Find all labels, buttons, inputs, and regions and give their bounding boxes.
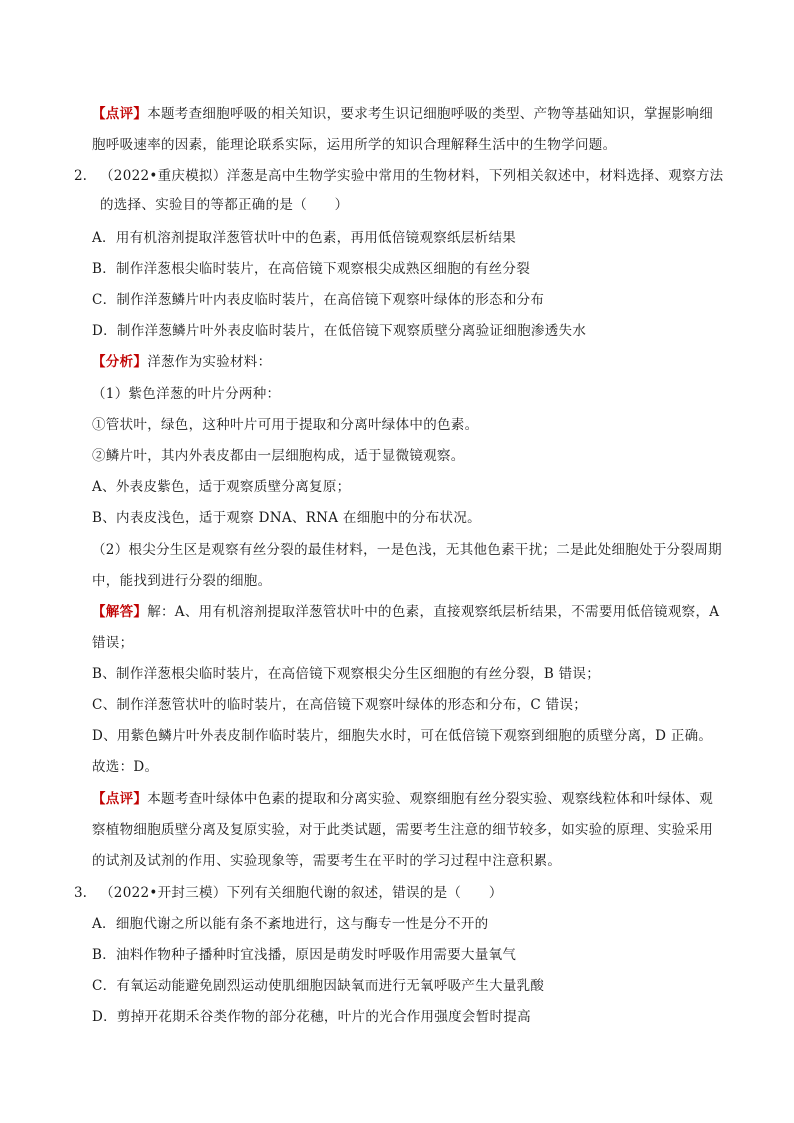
- option-b: B．油料作物种子播种时宜浅播，原因是萌发时呼吸作用需要大量氧气: [92, 947, 517, 963]
- answer-line: C、制作洋葱管状叶的临时装片，在高倍镜下观察叶绿体的形态和分布，C 错误；: [92, 697, 588, 713]
- answer-line: B、制作洋葱根尖临时装片，在高倍镜下观察根尖分生区细胞的有丝分裂，B 错误；: [92, 666, 601, 682]
- analysis-intro: 洋葱作为实验材料：: [147, 354, 272, 370]
- option-d: D．制作洋葱鳞片叶外表皮临时装片，在低倍镜下观察质壁分离验证细胞渗透失水: [92, 323, 587, 339]
- answer-heading: [92, 603, 719, 621]
- option-c: C．制作洋葱鳞片叶内表皮临时装片，在高倍镜下观察叶绿体的形态和分布: [92, 292, 545, 308]
- analysis-line: （1）紫色洋葱的叶片分两种：: [92, 386, 281, 402]
- q1-comment-line2: 胞呼吸速率的因素，能理论联系实际，运用所学的知识合理解释生活中的生物学问题。: [92, 137, 617, 153]
- option-c: C．有氧运动能避免剧烈运动使肌细胞因缺氧而进行无氧呼吸产生大量乳酸: [92, 978, 545, 994]
- comment-line: 的试剂及试剂的作用、实验现象等，需要考生在平时的学习过程中注意积累。: [92, 853, 562, 869]
- analysis-line: B、内表皮浅色，适于观察 DNA、RNA 在细胞中的分布状况。: [92, 510, 481, 526]
- answer-tag: 【解答】: [92, 604, 148, 620]
- analysis-heading: [92, 353, 271, 371]
- question-stem-line2: 的选择、实验目的等都正确的是（ ）: [100, 197, 349, 213]
- question-number: 2.: [74, 168, 87, 184]
- analysis-tag: 【分析】: [92, 354, 148, 370]
- comment-tag: 【点评】: [92, 106, 148, 122]
- q1-comment-line1: [92, 105, 713, 123]
- answer-line: 错误；: [92, 635, 134, 651]
- option-d: D．剪掉开花期禾谷类作物的部分花穗，叶片的光合作用强度会暂时提高: [92, 1009, 531, 1025]
- comment-text: 本题考查叶绿体中色素的提取和分离实验、观察细胞有丝分裂实验、观察线粒体和叶绿体、观: [147, 791, 714, 807]
- analysis-line: （2）根尖分生区是观察有丝分裂的最佳材料，一是色浅，无其他色素干扰；二是此处细胞处于分裂周期: [92, 542, 722, 558]
- question-number: 3.: [74, 885, 87, 901]
- option-a: A．用有机溶剂提取洋葱管状叶中的色素，再用低倍镜观察纸层析结果: [92, 230, 517, 246]
- comment-line: 察植物细胞质壁分离及复原实验，对于此类试题，需要考生注意的细节较多，如实验的原理、实验采用: [92, 822, 713, 838]
- analysis-line: ①管状叶，绿色，这种叶片可用于提取和分离叶绿体中的色素。: [92, 417, 479, 433]
- option-a: A．细胞代谢之所以能有条不紊地进行，这与酶专一性是分不开的: [92, 916, 489, 932]
- analysis-line: 中，能找到进行分裂的细胞。: [92, 573, 272, 589]
- comment-tag: 【点评】: [92, 791, 148, 807]
- analysis-line: A、外表皮紫色，适于观察质壁分离复原；: [92, 479, 351, 495]
- option-b: B．制作洋葱根尖临时装片，在高倍镜下观察根尖成熟区细胞的有丝分裂: [92, 261, 531, 277]
- answer-line: D、用紫色鳞片叶外表皮制作临时装片，细胞失水时，可在低倍镜下观察到细胞的质壁分离，D 正确。: [92, 728, 713, 744]
- comment-heading: [92, 790, 713, 808]
- question-stem-line1: （2022•重庆模拟）洋葱是高中生物学实验中常用的生物材料，下列相关叙述中，材料选择、观察方法: [100, 168, 724, 184]
- answer-line: 故选：D。: [92, 759, 159, 775]
- analysis-line: ②鳞片叶，其内外表皮都由一层细胞构成，适于显微镜观察。: [92, 448, 465, 464]
- question-stem: （2022•开封三模）下列有关细胞代谢的叙述，错误的是（ ）: [100, 885, 503, 901]
- comment-text: 本题考查细胞呼吸的相关知识，要求考生识记细胞呼吸的类型、产物等基础知识，掌握影响细: [147, 106, 714, 122]
- answer-text: 解：A、用有机溶剂提取洋葱管状叶中的色素，直接观察纸层析结果，不需要用低倍镜观察，A: [147, 604, 720, 620]
